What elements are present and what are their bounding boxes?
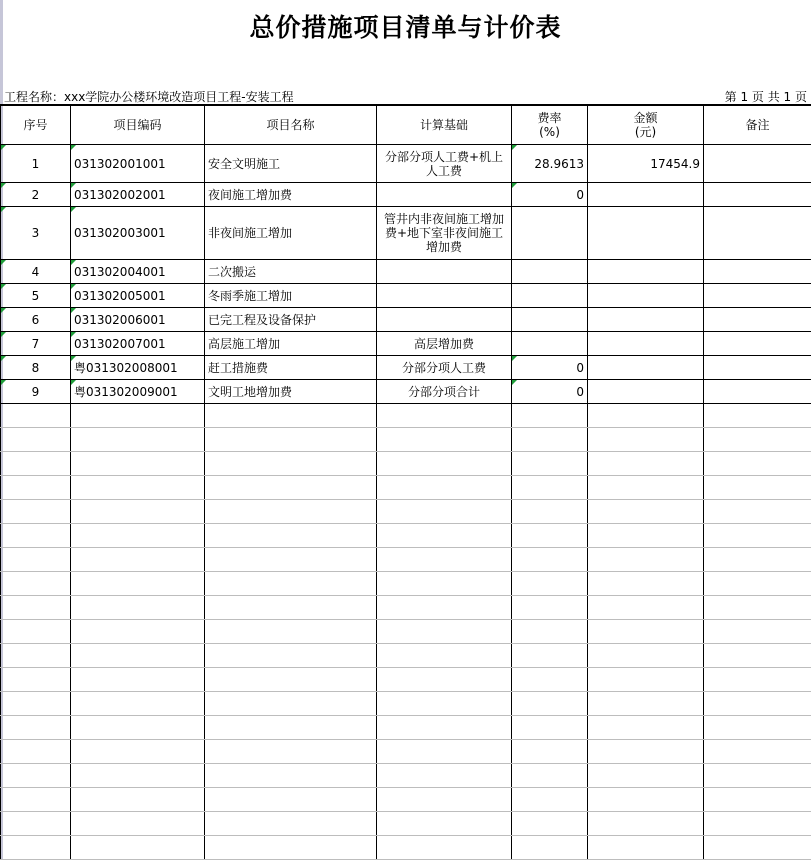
empty-cell[interactable] [71, 452, 205, 476]
empty-cell[interactable] [377, 836, 512, 860]
table-row [1, 380, 811, 404]
cell-amount[interactable] [588, 260, 704, 284]
empty-cell[interactable] [588, 524, 704, 548]
empty-row [1, 788, 811, 812]
empty-cell[interactable] [704, 572, 811, 596]
empty-cell[interactable] [512, 500, 588, 524]
empty-row [1, 476, 811, 500]
cell-note[interactable] [704, 260, 811, 284]
cell-amount[interactable] [588, 380, 704, 404]
empty-cell[interactable] [704, 764, 811, 788]
empty-row [1, 452, 811, 476]
cell-name[interactable]: 赶工措施费 [205, 356, 377, 380]
table-row [1, 332, 811, 356]
cell-code[interactable]: 031302005001 [71, 284, 205, 308]
empty-cell[interactable] [1, 620, 71, 644]
empty-cell[interactable] [205, 668, 377, 692]
cell-basis[interactable]: 高层增加费 [377, 332, 512, 356]
empty-cell[interactable] [512, 620, 588, 644]
cell-seq[interactable]: 6 [1, 308, 71, 332]
empty-cell[interactable] [377, 572, 512, 596]
empty-cell[interactable] [377, 500, 512, 524]
cell-code[interactable]: 粤031302009001 [71, 380, 205, 404]
cell-note[interactable] [704, 308, 811, 332]
cell-amount[interactable] [588, 332, 704, 356]
empty-cell[interactable] [588, 764, 704, 788]
header-note[interactable]: 备注 [704, 105, 811, 145]
cell-name[interactable]: 已完工程及设备保护 [205, 308, 377, 332]
empty-cell[interactable] [71, 404, 205, 428]
empty-row [1, 524, 811, 548]
cell-name[interactable]: 冬雨季施工增加 [205, 284, 377, 308]
empty-cell[interactable] [377, 788, 512, 812]
cell-note[interactable] [704, 183, 811, 207]
empty-cell[interactable] [377, 716, 512, 740]
cell-seq[interactable]: 3 [1, 207, 71, 260]
empty-cell[interactable] [588, 668, 704, 692]
empty-cell[interactable] [704, 404, 811, 428]
empty-cell[interactable] [704, 836, 811, 860]
empty-cell[interactable] [377, 476, 512, 500]
cell-rate[interactable]: 28.9613 [512, 145, 588, 183]
cell-code[interactable]: 粤031302008001 [71, 356, 205, 380]
empty-cell[interactable] [704, 452, 811, 476]
empty-cell[interactable] [704, 500, 811, 524]
empty-cell[interactable] [205, 764, 377, 788]
empty-cell[interactable] [377, 812, 512, 836]
empty-cell[interactable] [205, 500, 377, 524]
empty-cell[interactable] [1, 500, 71, 524]
cell-code[interactable]: 031302002001 [71, 183, 205, 207]
empty-cell[interactable] [588, 644, 704, 668]
empty-cell[interactable] [512, 812, 588, 836]
empty-cell[interactable] [512, 524, 588, 548]
empty-cell[interactable] [1, 836, 71, 860]
empty-cell[interactable] [1, 596, 71, 620]
cell-name[interactable]: 高层施工增加 [205, 332, 377, 356]
empty-cell[interactable] [1, 668, 71, 692]
empty-cell[interactable] [588, 740, 704, 764]
empty-cell[interactable] [512, 764, 588, 788]
empty-cell[interactable] [1, 428, 71, 452]
empty-row [1, 836, 811, 860]
empty-cell[interactable] [1, 572, 71, 596]
cell-amount[interactable] [588, 356, 704, 380]
empty-row [1, 812, 811, 836]
cell-rate[interactable]: 0 [512, 380, 588, 404]
empty-cell[interactable] [512, 476, 588, 500]
cell-basis[interactable]: 分部分项人工费 [377, 356, 512, 380]
cell-seq[interactable]: 5 [1, 284, 71, 308]
empty-cell[interactable] [588, 692, 704, 716]
cell-basis[interactable]: 分部分项人工费+机上人工费 [377, 145, 512, 183]
empty-cell[interactable] [588, 596, 704, 620]
cell-seq[interactable]: 7 [1, 332, 71, 356]
empty-cell[interactable] [71, 716, 205, 740]
empty-cell[interactable] [588, 788, 704, 812]
empty-cell[interactable] [588, 452, 704, 476]
table-row [1, 284, 811, 308]
header-name[interactable]: 项目名称 [205, 105, 377, 145]
cell-rate[interactable] [512, 308, 588, 332]
empty-cell[interactable] [588, 404, 704, 428]
table-row [1, 183, 811, 207]
empty-row [1, 740, 811, 764]
cell-note[interactable] [704, 380, 811, 404]
empty-cell[interactable] [1, 476, 71, 500]
cell-basis[interactable]: 分部分项合计 [377, 380, 512, 404]
empty-row [1, 620, 811, 644]
cell-name[interactable]: 夜间施工增加费 [205, 183, 377, 207]
cell-amount[interactable] [588, 183, 704, 207]
cell-code[interactable]: 031302003001 [71, 207, 205, 260]
empty-row [1, 572, 811, 596]
empty-cell[interactable] [377, 764, 512, 788]
empty-row [1, 500, 811, 524]
empty-cell[interactable] [205, 740, 377, 764]
cell-rate[interactable] [512, 260, 588, 284]
empty-cell[interactable] [205, 644, 377, 668]
empty-cell[interactable] [512, 572, 588, 596]
empty-cell[interactable] [205, 836, 377, 860]
empty-cell[interactable] [205, 788, 377, 812]
cell-amount[interactable]: 17454.9 [588, 145, 704, 183]
empty-cell[interactable] [377, 668, 512, 692]
empty-cell[interactable] [205, 572, 377, 596]
empty-row [1, 404, 811, 428]
empty-cell[interactable] [512, 740, 588, 764]
empty-row [1, 692, 811, 716]
cell-basis[interactable] [377, 308, 512, 332]
header-row [1, 105, 811, 145]
empty-cell[interactable] [71, 740, 205, 764]
cell-rate[interactable] [512, 332, 588, 356]
empty-cell[interactable] [377, 548, 512, 572]
empty-cell[interactable] [588, 476, 704, 500]
header-amount[interactable]: 金额 (元) [588, 105, 704, 145]
empty-cell[interactable] [512, 452, 588, 476]
cell-rate[interactable] [512, 284, 588, 308]
empty-cell[interactable] [205, 452, 377, 476]
empty-cell[interactable] [377, 452, 512, 476]
cell-amount[interactable] [588, 308, 704, 332]
empty-cell[interactable] [1, 740, 71, 764]
empty-cell[interactable] [704, 644, 811, 668]
cell-rate[interactable]: 0 [512, 183, 588, 207]
empty-cell[interactable] [71, 620, 205, 644]
cell-note[interactable] [704, 207, 811, 260]
empty-cell[interactable] [205, 404, 377, 428]
empty-cell[interactable] [71, 668, 205, 692]
empty-cell[interactable] [512, 548, 588, 572]
cell-note[interactable] [704, 332, 811, 356]
empty-cell[interactable] [588, 620, 704, 644]
cell-name[interactable]: 安全文明施工 [205, 145, 377, 183]
empty-cell[interactable] [377, 644, 512, 668]
table-row [1, 207, 811, 260]
cell-basis[interactable]: 管井内非夜间施工增加费+地下室非夜间施工增加费 [377, 207, 512, 260]
empty-cell[interactable] [704, 812, 811, 836]
header-code[interactable]: 项目编码 [71, 105, 205, 145]
empty-cell[interactable] [71, 500, 205, 524]
cell-seq[interactable]: 9 [1, 380, 71, 404]
cell-note[interactable] [704, 284, 811, 308]
cell-seq[interactable]: 4 [1, 260, 71, 284]
empty-cell[interactable] [205, 596, 377, 620]
empty-cell[interactable] [512, 428, 588, 452]
empty-cell[interactable] [1, 452, 71, 476]
empty-cell[interactable] [704, 788, 811, 812]
empty-cell[interactable] [71, 524, 205, 548]
empty-row [1, 428, 811, 452]
empty-cell[interactable] [205, 548, 377, 572]
empty-cell[interactable] [1, 548, 71, 572]
empty-cell[interactable] [588, 428, 704, 452]
cell-amount[interactable] [588, 284, 704, 308]
cell-name[interactable]: 文明工地增加费 [205, 380, 377, 404]
empty-cell[interactable] [512, 596, 588, 620]
cell-name[interactable]: 非夜间施工增加 [205, 207, 377, 260]
table-row [1, 145, 811, 183]
header-rate[interactable]: 费率 (%) [512, 105, 588, 145]
empty-cell[interactable] [704, 428, 811, 452]
empty-cell[interactable] [71, 836, 205, 860]
cell-note[interactable] [704, 145, 811, 183]
empty-row [1, 596, 811, 620]
empty-cell[interactable] [71, 644, 205, 668]
table-row [1, 308, 811, 332]
empty-cell[interactable] [377, 428, 512, 452]
empty-cell[interactable] [205, 620, 377, 644]
cell-basis[interactable] [377, 284, 512, 308]
empty-cell[interactable] [1, 692, 71, 716]
empty-cell[interactable] [704, 548, 811, 572]
empty-cell[interactable] [1, 788, 71, 812]
empty-cell[interactable] [71, 428, 205, 452]
empty-cell[interactable] [71, 812, 205, 836]
empty-cell[interactable] [704, 596, 811, 620]
cell-code[interactable]: 031302001001 [71, 145, 205, 183]
cell-seq[interactable]: 8 [1, 356, 71, 380]
empty-cell[interactable] [588, 572, 704, 596]
empty-cell[interactable] [588, 500, 704, 524]
empty-cell[interactable] [377, 404, 512, 428]
empty-cell[interactable] [71, 596, 205, 620]
cell-name[interactable]: 二次搬运 [205, 260, 377, 284]
empty-cell[interactable] [588, 836, 704, 860]
page-title: 总价措施项目清单与计价表 [0, 8, 811, 44]
cell-seq[interactable]: 1 [1, 145, 71, 183]
empty-cell[interactable] [588, 716, 704, 740]
empty-cell[interactable] [512, 668, 588, 692]
empty-cell[interactable] [704, 524, 811, 548]
empty-cell[interactable] [377, 740, 512, 764]
empty-cell[interactable] [704, 620, 811, 644]
page-info: 第 1 页 共 1 页 [725, 90, 807, 104]
empty-row [1, 668, 811, 692]
empty-rows [1, 404, 811, 860]
empty-row [1, 644, 811, 668]
empty-cell[interactable] [1, 764, 71, 788]
header-seq[interactable]: 序号 [1, 105, 71, 145]
cell-rate[interactable]: 0 [512, 356, 588, 380]
empty-cell[interactable] [512, 692, 588, 716]
empty-cell[interactable] [1, 644, 71, 668]
empty-cell[interactable] [704, 716, 811, 740]
cell-seq[interactable]: 2 [1, 183, 71, 207]
empty-cell[interactable] [71, 548, 205, 572]
empty-cell[interactable] [704, 692, 811, 716]
empty-cell[interactable] [377, 692, 512, 716]
empty-cell[interactable] [512, 716, 588, 740]
empty-cell[interactable] [704, 740, 811, 764]
empty-row [1, 716, 811, 740]
cell-note[interactable] [704, 356, 811, 380]
empty-cell[interactable] [71, 764, 205, 788]
empty-cell[interactable] [377, 596, 512, 620]
cell-code[interactable]: 031302004001 [71, 260, 205, 284]
empty-row [1, 764, 811, 788]
cell-rate[interactable] [512, 207, 588, 260]
empty-cell[interactable] [377, 620, 512, 644]
empty-cell[interactable] [588, 812, 704, 836]
table-row [1, 356, 811, 380]
empty-cell[interactable] [71, 572, 205, 596]
empty-cell[interactable] [71, 788, 205, 812]
empty-cell[interactable] [71, 692, 205, 716]
empty-cell[interactable] [704, 476, 811, 500]
empty-cell[interactable] [205, 716, 377, 740]
cell-amount[interactable] [588, 207, 704, 260]
empty-cell[interactable] [1, 716, 71, 740]
empty-cell[interactable] [1, 524, 71, 548]
empty-cell[interactable] [71, 476, 205, 500]
empty-cell[interactable] [512, 788, 588, 812]
empty-cell[interactable] [512, 836, 588, 860]
cell-basis[interactable] [377, 183, 512, 207]
measures-table [0, 104, 811, 860]
cell-code[interactable]: 031302006001 [71, 308, 205, 332]
empty-cell[interactable] [205, 812, 377, 836]
project-name-label: 工程名称：xxx学院办公楼环境改造项目工程-安装工程 [4, 90, 294, 104]
empty-cell[interactable] [512, 404, 588, 428]
empty-cell[interactable] [377, 524, 512, 548]
empty-cell[interactable] [205, 476, 377, 500]
empty-cell[interactable] [1, 404, 71, 428]
empty-cell[interactable] [512, 644, 588, 668]
empty-cell[interactable] [205, 524, 377, 548]
empty-cell[interactable] [704, 668, 811, 692]
empty-cell[interactable] [588, 548, 704, 572]
empty-cell[interactable] [205, 692, 377, 716]
header-basis[interactable]: 计算基础 [377, 105, 512, 145]
cell-code[interactable]: 031302007001 [71, 332, 205, 356]
empty-cell[interactable] [1, 812, 71, 836]
empty-cell[interactable] [205, 428, 377, 452]
empty-row [1, 548, 811, 572]
table-row [1, 260, 811, 284]
cell-basis[interactable] [377, 260, 512, 284]
